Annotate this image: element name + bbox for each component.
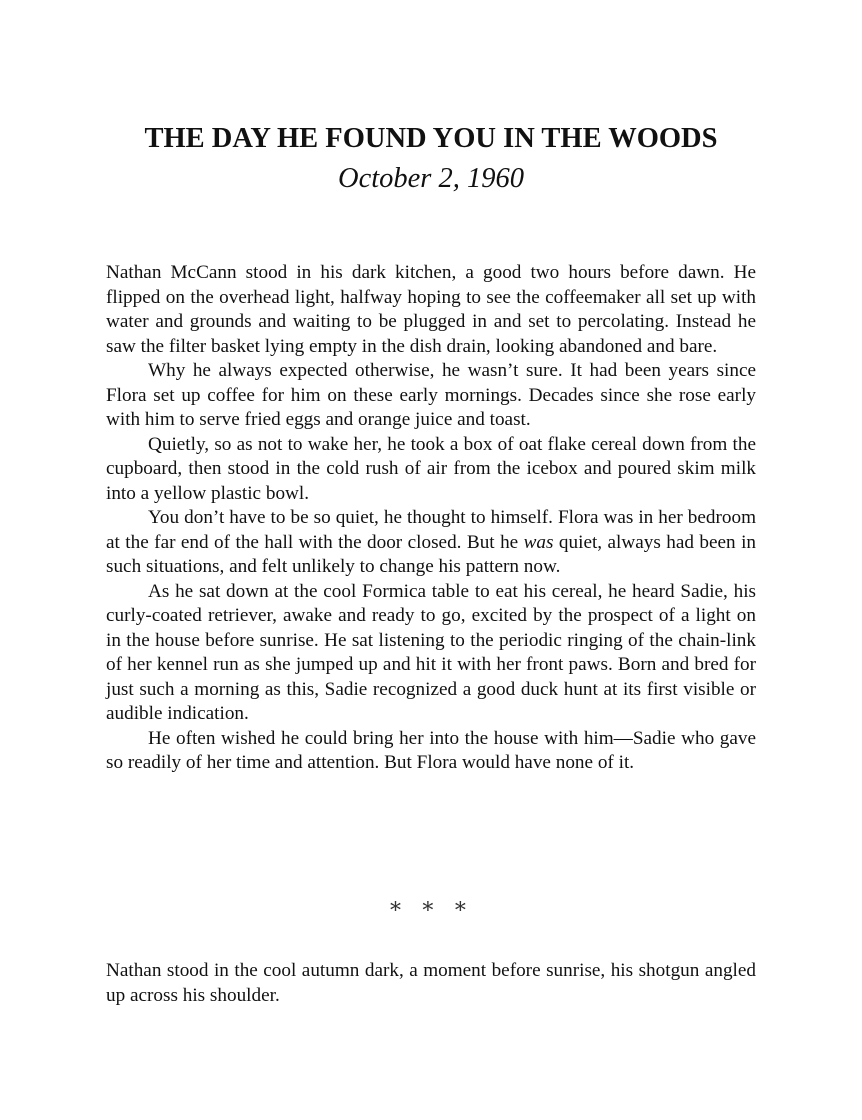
paragraph-text: You don’t have to be so quiet, he thought to himself. Flora was in her bedroom at the far end of the hall with the door closed. But he (106, 507, 756, 553)
paragraph (106, 506, 756, 580)
paragraph: Nathan McCann stood in his dark kitchen, a good two hours before dawn. He flipped on the overhead light, halfway hoping to see the coffeemaker all set up with water and grounds and waiting to be plugged in and set to percolating. Instead he saw the filter basket lying empty in the dish drain, looking abandoned and bare. (106, 262, 756, 357)
paragraph: He often wished he could bring her into the house with him—Sadie who gave so readily of her time and attention. But Flora would have none of it. (106, 727, 756, 773)
emphasized-word: was (523, 531, 554, 553)
chapter-date: October 2, 1960 (337, 163, 524, 194)
scene-break: ∗ ∗ ∗ (388, 893, 474, 918)
paragraph: Quietly, so as not to wake her, he took a box of oat flake cereal down from the cupboard, then stood in the cold rush of air from the icebox and poured skim milk into a yellow plastic bowl. (106, 433, 756, 504)
section-two-body (106, 959, 756, 1008)
paragraph-text: quiet, always had been in such situations, and felt unlikely to change his pattern now. (106, 531, 756, 577)
paragraph: Why he always expected otherwise, he wasn’t sure. It had been years since Flora set up coffee for him on these early mornings. Decades since she rose early with him to serve fried eggs and orange juice and toast. (106, 360, 756, 430)
chapter-body (106, 261, 756, 776)
paragraph: Nathan stood in the cool autumn dark, a moment before sunrise, his shotgun angled up across his shoulder. (106, 960, 756, 1006)
chapter-title: THE DAY HE FOUND YOU IN THE WOODS (144, 123, 718, 154)
paragraph: As he sat down at the cool Formica table to eat his cereal, he heard Sadie, his curly-coated retriever, awake and ready to go, excited by the prospect of a light on in the house before sunrise. He sat listening to the periodic ringing of the chain-link of her kennel run as she jumped up and hit it with her front paws. Born and bred for just such a morning as this, Sadie recognized a good duck hunt at its first visible or audible indication. (106, 580, 756, 724)
